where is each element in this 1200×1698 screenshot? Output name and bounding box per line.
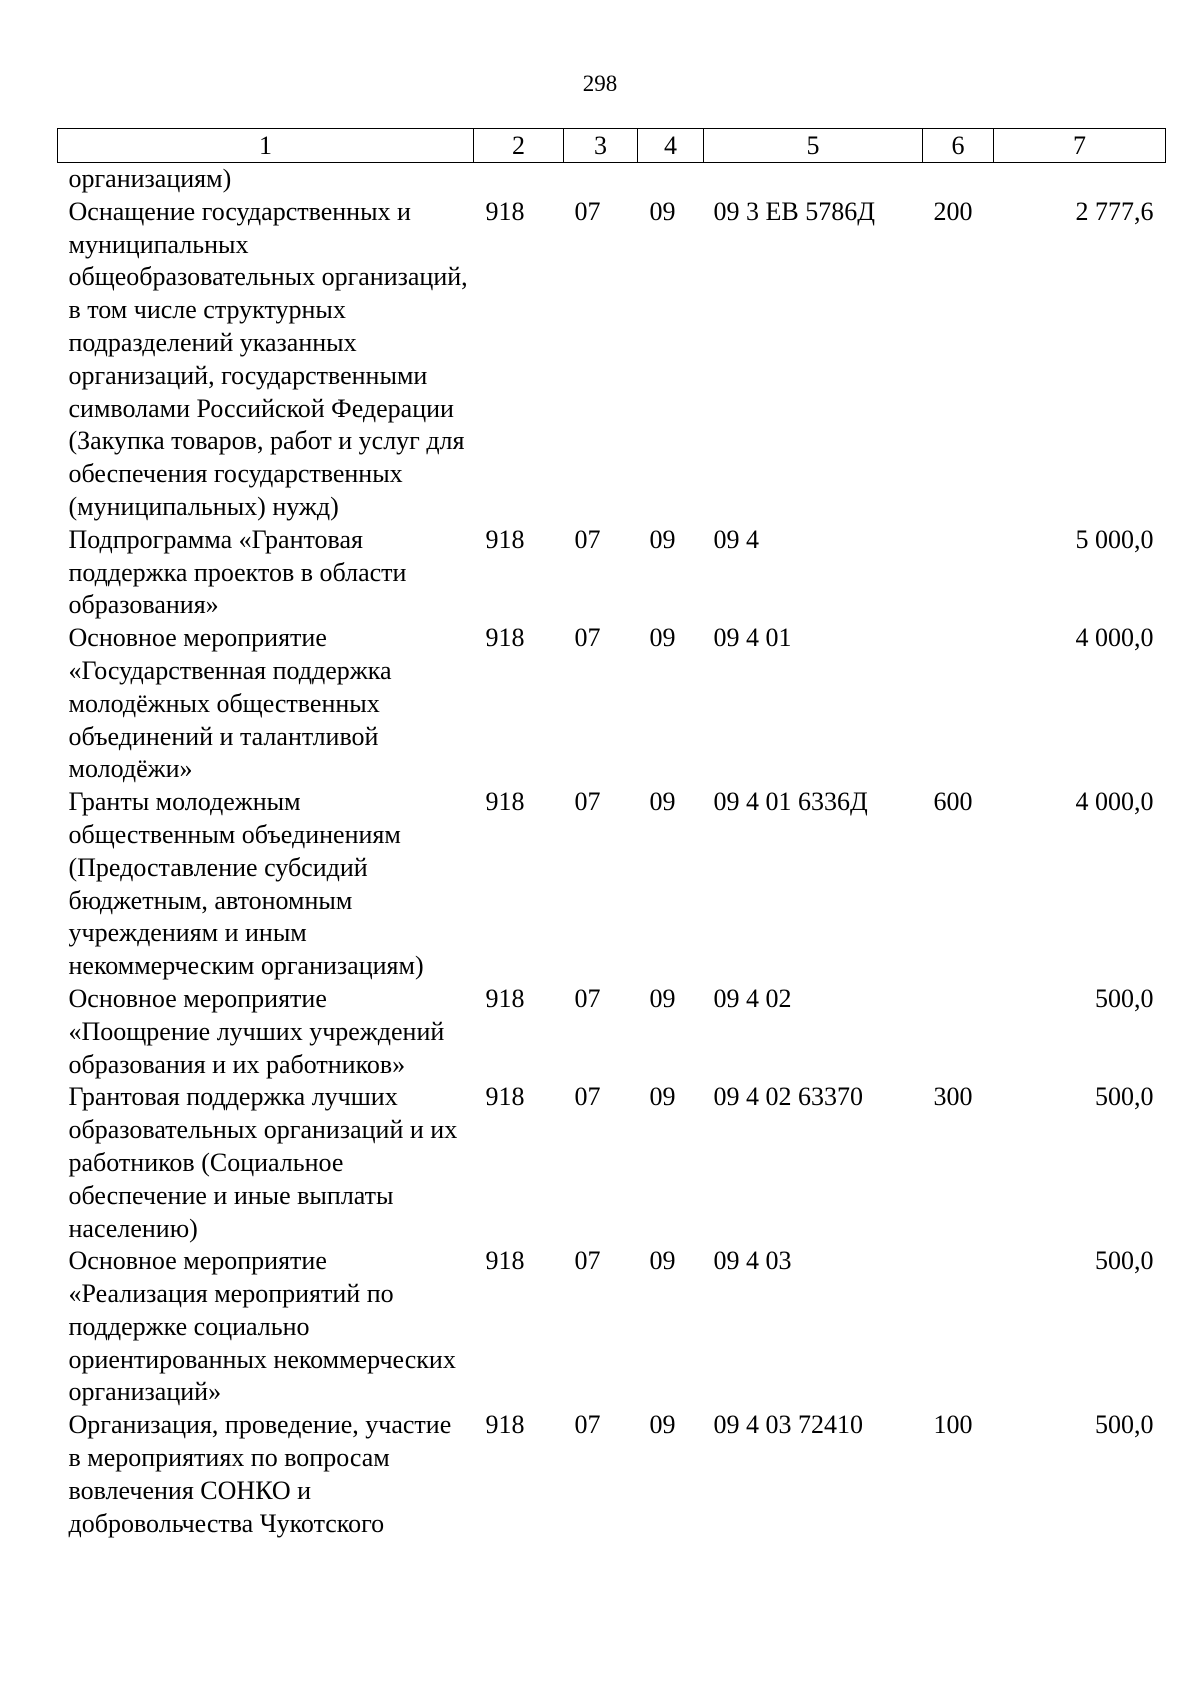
row-expense-type [923,163,994,196]
row-amount: 2 777,6 [1075,196,1154,226]
row-section [564,163,638,196]
table-row [58,1409,1166,1540]
page-number: 298 [582,71,618,96]
row-amount: 500,0 [1095,983,1154,1013]
row-target-article: 09 4 02 63370 [713,1082,863,1112]
row-subsection: 09 [649,983,676,1013]
row-section: 07 [574,196,601,226]
row-subsection [638,163,704,196]
row-name: Основное мероприятие «Поощрение лучших учреждений образования и их работников» [68,983,445,1079]
row-admin-code: 918 [485,524,525,554]
row-name: Организация, проведение, участие в мероприятиях по вопросам вовлечения СОНКО и добровольчества Чукотского [68,1410,452,1538]
row-name: Основное мероприятие «Государственная поддержка молодёжных общественных объединений и талантливой молодёжи» [68,623,392,784]
row-section: 07 [574,1410,601,1440]
row-target-article: 09 4 01 6336Д [713,787,868,817]
table-body [58,163,1166,1541]
table-row [58,786,1166,983]
table-header [58,129,1166,163]
table-row [58,622,1166,786]
row-expense-type [923,622,994,786]
row-section: 07 [574,623,601,653]
row-name: Оснащение государственных и муниципальных общеобразовательных организаций, в том числе структурных подразделений указанных организаций, государственными символами Российской Федерации (Закупка товаров, работ и услуг для обеспечения государственных (муниципальных) нужд) [68,196,468,521]
row-amount [994,163,1166,196]
row-amount: 500,0 [1095,1246,1154,1276]
row-admin-code: 918 [485,787,525,817]
row-admin-code: 918 [485,196,525,226]
row-target-article: 09 4 03 72410 [713,1410,863,1440]
row-target-article: 09 4 01 [713,623,792,653]
row-name: Подпрограмма «Грантовая поддержка проектов в области образования» [68,524,407,620]
header-col-5: 5 [704,129,923,163]
row-target-article [704,163,923,196]
row-section: 07 [574,787,601,817]
row-admin-code [474,163,564,196]
header-col-7: 7 [994,129,1166,163]
row-subsection: 09 [649,1082,676,1112]
row-admin-code: 918 [485,1082,525,1112]
row-target-article: 09 4 [713,524,759,554]
row-amount: 4 000,0 [1075,623,1154,653]
row-admin-code: 918 [485,1246,525,1276]
header-col-3: 3 [564,129,638,163]
header-col-1: 1 [58,129,474,163]
row-target-article: 09 3 ЕВ 5786Д [713,196,875,226]
row-expense-type: 100 [933,1410,973,1440]
row-admin-code: 918 [485,983,525,1013]
row-name: Грантовая поддержка лучших образовательных организаций и их работников (Социальное обеспечение и иные выплаты населению) [68,1082,458,1243]
row-section: 07 [574,524,601,554]
row-subsection: 09 [649,787,676,817]
row-amount: 4 000,0 [1075,787,1154,817]
row-admin-code: 918 [485,1410,525,1440]
row-target-article: 09 4 02 [713,983,792,1013]
row-amount: 5 000,0 [1075,524,1154,554]
header-col-6: 6 [923,129,994,163]
budget-table [57,128,1166,1540]
table-row [58,163,1166,196]
header-col-4: 4 [638,129,704,163]
row-amount: 500,0 [1095,1410,1154,1440]
table-row [58,1245,1166,1409]
row-name: Основное мероприятие «Реализация мероприятий по поддержке социально ориентированных некоммерческих организаций» [68,1246,456,1407]
row-name: организациям) [68,164,232,193]
row-expense-type [923,1245,994,1409]
row-subsection: 09 [649,623,676,653]
row-expense-type [923,983,994,1081]
row-subsection: 09 [649,1410,676,1440]
row-expense-type [923,524,994,622]
row-section: 07 [574,983,601,1013]
row-target-article: 09 4 03 [713,1246,792,1276]
row-expense-type: 300 [933,1082,973,1112]
header-col-2: 2 [474,129,564,163]
row-section: 07 [574,1082,601,1112]
row-name: Гранты молодежным общественным объединениям (Предоставление субсидий бюджетным, автономным учреждениям и иным некоммерческим организациям) [68,787,424,981]
table-row [58,1081,1166,1245]
table-row [58,524,1166,622]
row-admin-code: 918 [485,623,525,653]
row-expense-type: 600 [933,787,973,817]
table-row [58,983,1166,1081]
row-subsection: 09 [649,524,676,554]
row-amount: 500,0 [1095,1082,1154,1112]
row-subsection: 09 [649,196,676,226]
header-row [58,129,1166,163]
row-section: 07 [574,1246,601,1276]
row-subsection: 09 [649,1246,676,1276]
row-expense-type: 200 [933,196,973,226]
table-row [58,196,1166,524]
